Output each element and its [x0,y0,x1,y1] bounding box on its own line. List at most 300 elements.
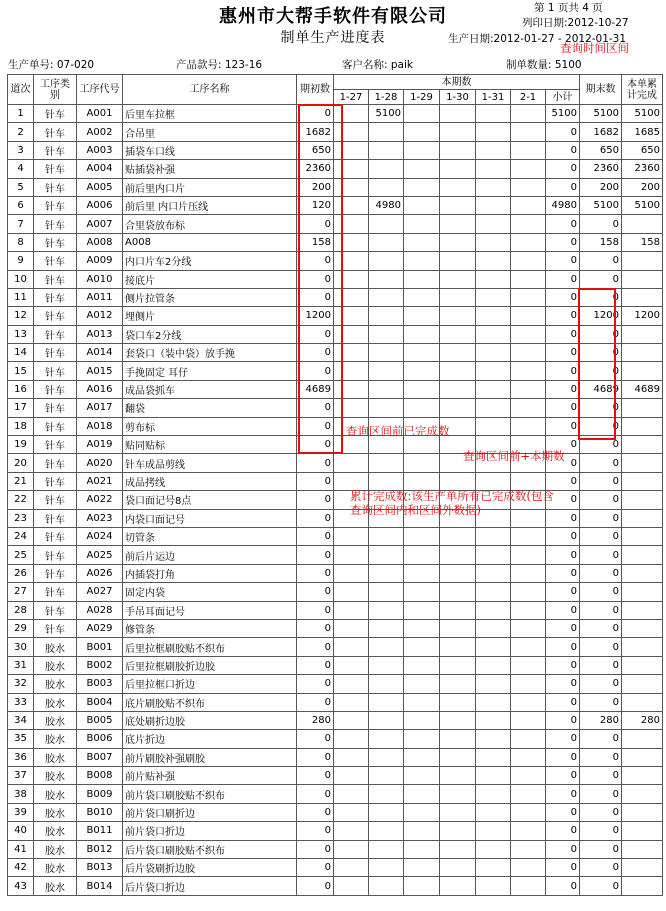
cell-name: 前片袋口折边 [123,822,297,840]
cell-type: 针车 [34,399,77,417]
cell-opening: 0 [297,344,334,362]
cell-code: B013 [77,859,123,877]
cell-name: 后里拉框刷胶贴不织布 [123,638,297,656]
cell-seq: 23 [8,509,34,527]
header-subtotal: 小计 [546,90,580,105]
table-row [8,730,663,748]
cell-day [369,877,404,895]
cell-type: 针车 [34,196,77,214]
cell-day [369,675,404,693]
cell-cumulative [622,675,663,693]
cell-day [404,675,440,693]
header-code: 工序代号 [77,75,123,105]
page-info: 第 1 页共 4 页 [534,2,603,14]
cell-day [369,436,404,454]
cell-day [369,141,404,159]
cell-day [476,362,511,380]
cell-day [369,454,404,472]
cell-opening: 0 [297,270,334,288]
cell-closing: 2360 [580,160,622,178]
cell-opening: 0 [297,748,334,766]
cell-name: 针车成品剪线 [123,454,297,472]
cell-day [369,840,404,858]
cell-opening: 0 [297,509,334,527]
cell-day [369,233,404,251]
cell-code: A005 [77,178,123,196]
cell-seq: 33 [8,693,34,711]
cell-code: A001 [77,105,123,123]
cell-code: B006 [77,730,123,748]
cell-opening: 0 [297,546,334,564]
cell-day [440,472,476,490]
cell-type: 胶水 [34,748,77,766]
cell-type: 针车 [34,178,77,196]
cell-seq: 22 [8,491,34,509]
header-closing: 期末数 [580,75,622,105]
cell-day [404,564,440,582]
cell-day [511,785,546,803]
cell-cumulative [622,325,663,343]
cell-type: 针车 [34,436,77,454]
cell-code: B004 [77,693,123,711]
cell-subtotal: 0 [546,583,580,601]
cell-seq: 13 [8,325,34,343]
cell-day [476,344,511,362]
cell-day [440,178,476,196]
cell-opening: 0 [297,436,334,454]
table-row [8,527,663,545]
cell-name: 内口片车2分线 [123,252,297,270]
cell-cumulative [622,656,663,674]
cell-day [511,288,546,306]
cell-opening: 2360 [297,160,334,178]
cell-day [476,730,511,748]
cell-seq: 19 [8,436,34,454]
cell-day [369,527,404,545]
cell-name: 成品拷线 [123,472,297,490]
cell-day [369,859,404,877]
cell-day [404,196,440,214]
report-title: 制单生产进度表 [280,30,386,46]
cell-type: 针车 [34,362,77,380]
cell-day [511,564,546,582]
cell-cumulative [622,583,663,601]
cell-day [369,693,404,711]
cell-day [404,877,440,895]
cell-day [369,564,404,582]
cell-opening: 0 [297,252,334,270]
cell-opening: 4689 [297,380,334,398]
cell-day [476,307,511,325]
cell-code: A018 [77,417,123,435]
cell-day [369,730,404,748]
table-row [8,546,663,564]
cell-day [404,362,440,380]
cell-day [334,785,369,803]
cell-day [476,527,511,545]
table-row [8,675,663,693]
cell-day [476,546,511,564]
cell-day [369,785,404,803]
cell-seq: 21 [8,472,34,490]
cell-opening: 0 [297,417,334,435]
cell-type: 胶水 [34,638,77,656]
cell-day [440,803,476,821]
annotation-before-range: 查询区间前已完成数 [346,424,450,438]
cell-type: 胶水 [34,767,77,785]
cell-day [404,859,440,877]
cell-opening: 0 [297,472,334,490]
cell-cumulative [622,491,663,509]
cell-subtotal: 0 [546,380,580,398]
cell-cumulative [622,601,663,619]
cell-day [476,619,511,637]
cell-seq: 6 [8,196,34,214]
cell-code: B002 [77,656,123,674]
cell-closing: 1200 [580,307,622,325]
cell-opening: 0 [297,399,334,417]
cell-day: 4980 [369,196,404,214]
table-row [8,785,663,803]
cell-opening: 0 [297,803,334,821]
cell-cumulative: 650 [622,141,663,159]
cell-cumulative [622,344,663,362]
cell-day [440,252,476,270]
table-row [8,638,663,656]
cell-cumulative [622,252,663,270]
cell-subtotal: 0 [546,730,580,748]
cell-closing: 0 [580,472,622,490]
cell-closing: 0 [580,859,622,877]
cell-day [404,822,440,840]
cell-opening: 0 [297,877,334,895]
cell-subtotal: 0 [546,141,580,159]
annotation-query-range: 查询时间区间 [560,41,629,55]
cell-opening: 0 [297,785,334,803]
cell-day [404,380,440,398]
cell-day [369,288,404,306]
cell-code: A028 [77,601,123,619]
cell-type: 针车 [34,546,77,564]
cell-subtotal: 5100 [546,105,580,123]
cell-closing: 0 [580,344,622,362]
cell-subtotal: 0 [546,344,580,362]
cell-closing: 0 [580,619,622,637]
cell-seq: 15 [8,362,34,380]
cell-cumulative [622,619,663,637]
cell-day [404,711,440,729]
cell-day [334,583,369,601]
header-day: 1-27 [334,90,369,105]
cell-opening: 0 [297,730,334,748]
cell-day [404,472,440,490]
cell-day [476,288,511,306]
cell-subtotal: 0 [546,822,580,840]
cell-cumulative [622,877,663,895]
cell-opening: 0 [297,362,334,380]
cell-cumulative: 200 [622,178,663,196]
cell-closing: 0 [580,454,622,472]
cell-type: 针车 [34,105,77,123]
cell-closing: 0 [580,270,622,288]
cell-code: A014 [77,344,123,362]
cell-day [404,730,440,748]
cell-code: B014 [77,877,123,895]
cell-day [404,399,440,417]
cell-cumulative: 1685 [622,123,663,141]
cell-type: 胶水 [34,877,77,895]
cell-subtotal: 0 [546,491,580,509]
cell-day [440,730,476,748]
cell-day: 5100 [369,105,404,123]
cell-day [511,196,546,214]
cell-day [404,693,440,711]
cell-name: 套袋口（装中袋）放手挽 [123,344,297,362]
header-seq: 道次 [8,75,34,105]
cell-code: B001 [77,638,123,656]
cell-code: A027 [77,583,123,601]
cell-cumulative [622,362,663,380]
cell-opening: 280 [297,711,334,729]
cell-cumulative: 5100 [622,196,663,214]
cell-code: A017 [77,399,123,417]
cell-name: 袋口面记号8点 [123,491,297,509]
cell-day [476,859,511,877]
cell-name: 底片折边 [123,730,297,748]
cell-cumulative [622,546,663,564]
cell-code: A015 [77,362,123,380]
table-row [8,877,663,895]
cell-subtotal: 0 [546,160,580,178]
cell-closing: 0 [580,601,622,619]
cell-day [404,252,440,270]
cell-cumulative [622,748,663,766]
cell-code: A012 [77,307,123,325]
cell-day [511,822,546,840]
cell-day [476,325,511,343]
table-row [8,656,663,674]
cell-subtotal: 0 [546,656,580,674]
cell-day [404,546,440,564]
cell-code: A004 [77,160,123,178]
header-type: 工序类别 [34,75,77,105]
cell-code: B010 [77,803,123,821]
cell-cumulative [622,454,663,472]
cell-cumulative: 280 [622,711,663,729]
cell-name: 后片袋刷折边胶 [123,859,297,877]
order-quantity: 制单数量: 5100 [506,59,582,71]
cell-seq: 18 [8,417,34,435]
cell-closing: 0 [580,785,622,803]
cell-subtotal: 0 [546,748,580,766]
cell-subtotal: 0 [546,564,580,582]
cell-day [369,123,404,141]
table-row [8,619,663,637]
cell-opening: 0 [297,822,334,840]
cell-day [440,638,476,656]
cell-type: 针车 [34,123,77,141]
cell-day [476,656,511,674]
cell-subtotal: 0 [546,178,580,196]
header-day: 1-28 [369,90,404,105]
cell-day [369,822,404,840]
cell-type: 针车 [34,160,77,178]
cell-day [476,141,511,159]
cell-closing: 0 [580,546,622,564]
cell-day [476,767,511,785]
cell-code: A021 [77,472,123,490]
cell-subtotal: 0 [546,859,580,877]
cell-day [404,307,440,325]
cell-name: 底处刷折边胶 [123,711,297,729]
cell-seq: 35 [8,730,34,748]
cell-cumulative [622,417,663,435]
table-row [8,822,663,840]
cell-code: A023 [77,509,123,527]
cell-cumulative: 1200 [622,307,663,325]
cell-type: 胶水 [34,785,77,803]
cell-code: A002 [77,123,123,141]
cell-code: B003 [77,675,123,693]
cell-code: B007 [77,748,123,766]
cell-day [476,601,511,619]
cell-day [440,105,476,123]
cell-day [369,601,404,619]
cell-closing: 280 [580,711,622,729]
cell-name: A008 [123,233,297,251]
cell-opening: 158 [297,233,334,251]
cell-day [476,380,511,398]
cell-day [404,160,440,178]
cell-day [440,196,476,214]
cell-opening: 1200 [297,307,334,325]
cell-closing: 650 [580,141,622,159]
cell-day [511,675,546,693]
cell-code: A003 [77,141,123,159]
cell-closing: 0 [580,399,622,417]
cell-code: A016 [77,380,123,398]
table-row [8,564,663,582]
cell-day [404,141,440,159]
cell-code: A019 [77,436,123,454]
cell-closing: 0 [580,638,622,656]
cell-closing: 5100 [580,196,622,214]
cell-subtotal: 0 [546,546,580,564]
cell-name: 前后里内口片 [123,178,297,196]
cell-cumulative [622,509,663,527]
table-row [8,711,663,729]
cell-closing: 0 [580,675,622,693]
cell-name: 剪布标 [123,417,297,435]
cell-subtotal: 0 [546,785,580,803]
cell-code: A009 [77,252,123,270]
cell-day [334,748,369,766]
cell-closing: 0 [580,325,622,343]
cell-opening: 0 [297,767,334,785]
cell-name: 前片贴补强 [123,767,297,785]
cell-seq: 1 [8,105,34,123]
cell-day [334,803,369,821]
cell-closing: 1682 [580,123,622,141]
cell-code: A026 [77,564,123,582]
cell-opening: 0 [297,656,334,674]
cell-cumulative [622,472,663,490]
cell-day [476,105,511,123]
cell-day [369,344,404,362]
cell-cumulative [622,803,663,821]
cell-day [334,711,369,729]
annotation-cumulative-note: 累计完成数:该生产单所有已完成数(包含查询区间内和区间外数据) [350,489,554,517]
cell-subtotal: 0 [546,233,580,251]
cell-day [476,785,511,803]
cell-seq: 4 [8,160,34,178]
cell-day [404,583,440,601]
cell-day [511,730,546,748]
cell-opening: 0 [297,288,334,306]
cell-seq: 40 [8,822,34,840]
cell-seq: 28 [8,601,34,619]
table-row [8,767,663,785]
cell-subtotal: 0 [546,675,580,693]
cell-code: A020 [77,454,123,472]
cell-opening: 0 [297,840,334,858]
opening-highlight-box [298,104,343,454]
cell-day [511,123,546,141]
cell-seq: 10 [8,270,34,288]
cell-seq: 26 [8,564,34,582]
cell-day [440,527,476,545]
table-row [8,840,663,858]
cell-day [404,619,440,637]
cell-code: B011 [77,822,123,840]
cell-code: A025 [77,546,123,564]
cell-seq: 11 [8,288,34,306]
cell-day [334,472,369,490]
cell-day [511,546,546,564]
cell-day [511,325,546,343]
cell-subtotal: 0 [546,417,580,435]
cell-seq: 39 [8,803,34,821]
cell-day [440,601,476,619]
cell-day [511,417,546,435]
cell-subtotal: 0 [546,693,580,711]
order-info-row [0,57,666,71]
cell-day [511,583,546,601]
cell-name: 切管条 [123,527,297,545]
cell-day [404,215,440,233]
cell-day [440,656,476,674]
cell-seq: 8 [8,233,34,251]
cell-day [511,840,546,858]
cell-closing: 0 [580,693,622,711]
cell-day [440,675,476,693]
cell-day [440,546,476,564]
cell-seq: 37 [8,767,34,785]
cell-name: 前片刷胶补强刷胶 [123,748,297,766]
cell-cumulative: 158 [622,233,663,251]
cell-type: 针车 [34,325,77,343]
cell-closing: 5100 [580,105,622,123]
cell-subtotal: 0 [546,325,580,343]
cell-seq: 43 [8,877,34,895]
cell-opening: 0 [297,491,334,509]
cell-type: 胶水 [34,693,77,711]
cell-type: 针车 [34,527,77,545]
cell-day [369,325,404,343]
cell-name: 前片袋口刷折边 [123,803,297,821]
cell-day [404,325,440,343]
cell-cumulative [622,288,663,306]
